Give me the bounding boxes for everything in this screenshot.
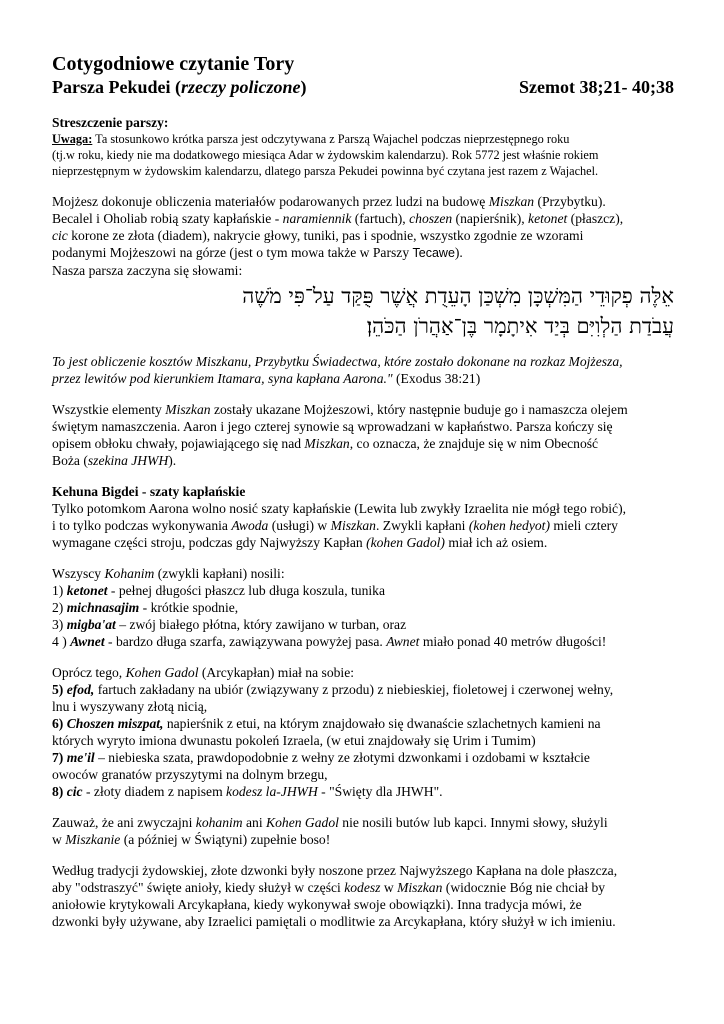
item-term: cic (66, 784, 83, 799)
intro-text: Mojżesz dokonuje obliczenia materiałów podarowanych przez ludzi na budowę (52, 194, 489, 209)
summary-note (52, 131, 674, 179)
para-text: Wszystkie elementy (52, 402, 166, 417)
parsha-name (52, 76, 306, 98)
para-term: Awoda (231, 518, 269, 533)
item-number: 5) (52, 682, 67, 697)
item-desc: - krótkie spodnie, (139, 600, 239, 615)
para-text: wymagane części stroju, podczas gdy Najwyższy Kapłan (52, 535, 367, 550)
para-term: kodesz (344, 880, 381, 895)
list-item (52, 616, 674, 633)
para-term: (kohen hedyot) (468, 518, 550, 533)
intro-text: (płaszcz), (567, 211, 624, 226)
item-desc: - bardzo długa szarfa, zawiązywana powyżej pasa. (104, 634, 387, 649)
item-number: 3) (52, 617, 67, 632)
verse-reference: (Exodus 38:21) (392, 371, 481, 386)
para-term: (kohen Gadol) (366, 535, 445, 550)
note-line-1: Ta stosunkowo krótka parsza jest odczytywana z Parszą Wajachel podczas nieprzestępnego roku (92, 132, 570, 146)
intro-text: Nasza parsza zaczyna się słowami: (52, 263, 243, 278)
translation-line-2: przez lewitów pod kierunkiem Itamara, syna kapłana Aarona." (52, 371, 393, 386)
para-text: Według tradycji żydowskiej, złote dzwonki były noszone przez Najwyższego Kapłana na dole płaszcza, (52, 863, 618, 878)
para-term: kohanim (195, 815, 243, 830)
list-item (52, 681, 674, 698)
hebrew-line-1: אֵלֶּה פְקוּדֵי הַמִּשְׁכָּן מִשְׁכַּן הָעֵדֻת אֲשֶׁר פֻּקַּד עַל־פִּי מֹשֶׁה (242, 284, 674, 308)
para-term: Kohen Gadol (125, 665, 199, 680)
list-item (52, 633, 674, 650)
parsha-prefix: Parsza Pekudei ( (52, 77, 181, 97)
item-desc: - złoty diadem z napisem (82, 784, 227, 799)
para-text: zostały ukazane Mojżeszowi, który następnie buduje go i namaszcza olejem (210, 402, 628, 417)
item-number: 7) (52, 750, 67, 765)
para-text: nie nosili butów lub kapci. Innymi słowy, służyli (338, 815, 608, 830)
intro-text: podanymi Mojżeszowi na górze (jest o tym mowa także w Parszy (52, 245, 413, 260)
para-text: Boża ( (52, 453, 88, 468)
list-item (52, 783, 674, 800)
page-title: Cotygodniowe czytanie Tory (52, 53, 295, 75)
para-text: ). (168, 453, 177, 468)
parsha-meaning: rzeczy policzone (180, 77, 301, 97)
item-desc: miało ponad 40 metrów długości! (419, 634, 607, 649)
intro-term: cic (52, 228, 68, 243)
item-term: Choszen miszpat, (66, 716, 164, 731)
note-label: Uwaga: (52, 132, 93, 146)
item-number: 2) (52, 600, 67, 615)
hebrew-line-2: עֲבֹדַת הַלְוִיִּם בְּיַד אִיתָמָר בֶּן־אַהֲרֹן הַכֹּהֵן׃ (366, 314, 674, 338)
item-desc: owoców granatów przyszytymi na dolnym brzegu, (52, 767, 328, 782)
para-text: Zauważ, że ani zwyczajni (52, 815, 196, 830)
item-term: Awnet (386, 634, 420, 649)
intro-text: (Przybytku). (534, 194, 606, 209)
item-desc: napierśnik z etui, na którym znajdowało się dwanaście szlachetnych kamieni na (163, 716, 601, 731)
para-text: ani (242, 815, 267, 830)
para-term: Miszkan (304, 436, 350, 451)
para-term: szekina JHWH (87, 453, 169, 468)
high-priest-garments-list (52, 664, 674, 800)
para-term: Miszkan (397, 880, 443, 895)
document-page (52, 52, 674, 930)
translation-line-1: To jest obliczenie kosztów Miszkanu, Przybytku Świadectwa, które zostało dokonane na rozkaz Mojżesza, (52, 354, 623, 369)
para-term: Miszkan (330, 518, 376, 533)
item-number: 4 ) (52, 634, 71, 649)
kehuna-section (52, 483, 674, 551)
intro-text: korone ze złota (diadem), nakrycie głowy, tuniki, pas i spodnie, wszystko zgodnie ze wzorami (67, 228, 584, 243)
para-text: Wszyscy (52, 566, 105, 581)
note-line-3: nieprzestępnym w żydowskim kalendarzu, dlatego parsza Pekudei powinna być czytana jest razem z Wajachel. (52, 164, 599, 178)
item-desc: lnu i wyszywany złotą nicią, (52, 699, 208, 714)
intro-term: Miszkan (488, 194, 535, 209)
item-desc: - "Święty dla JHWH". (317, 784, 443, 799)
para-text: opisem obłoku chwały, pojawiającego się nad (52, 436, 305, 451)
note-line-2: (tj.w roku, kiedy nie ma dodatkowego miesiąca Adar w żydowskim kalendarzu). Rok 5772 jest właśnie rokiem (52, 148, 599, 162)
bells-paragraph (52, 862, 674, 930)
shoes-paragraph (52, 814, 674, 848)
intro-paragraph (52, 193, 674, 279)
elements-paragraph (52, 401, 674, 469)
para-text: . Zwykli kapłani (375, 518, 469, 533)
list-item (52, 749, 674, 766)
item-term: kodesz la-JHWH (226, 784, 318, 799)
intro-term: Tecawe (412, 246, 455, 260)
para-text: (Arcykapłan) miał na sobie: (198, 665, 355, 680)
para-text: , co oznacza, że znajduje się w nim Obecność (349, 436, 599, 451)
parsha-suffix: ) (300, 77, 307, 97)
list-item (52, 582, 674, 599)
intro-text: Becalel i Oholiab robią szaty kapłańskie - (52, 211, 283, 226)
intro-text: (napierśnik), (452, 211, 529, 226)
list-item (52, 715, 674, 732)
item-term: ketonet (66, 583, 108, 598)
para-text: aniołowie krytykowali Arcykapłana, kiedy wykonywał swoje obowiązki). Inna tradycja mówi, że (52, 897, 582, 912)
para-text: w (52, 832, 66, 847)
hebrew-verse (52, 281, 674, 341)
item-desc: których wyryto imiona dwunastu pokoleń Izraela, (w etui znajdowały się Urim i Tumim) (52, 733, 536, 748)
item-term: michnasajim (66, 600, 140, 615)
para-term: Miszkan (165, 402, 211, 417)
para-text: mieli cztery (550, 518, 618, 533)
item-number: 1) (52, 583, 67, 598)
para-text: dzwonki były używane, aby Izraelici pamiętali o modlitwie za Arcykapłana, który służył w ich imieniu. (52, 914, 616, 929)
section-heading: Kehuna Bigdei - szaty kapłańskie (52, 484, 246, 499)
item-desc: – niebieska szata, prawdopodobnie z wełny ze złotymi dzwonkami i ozdobami w kształcie (94, 750, 590, 765)
para-text: miał ich aż osiem. (444, 535, 548, 550)
item-desc: - pełnej długości płaszcz lub długa koszula, tunika (107, 583, 385, 598)
item-term: me'il (66, 750, 95, 765)
para-text: (usługi) w (268, 518, 331, 533)
translation-paragraph (52, 353, 674, 387)
intro-term: naramiennik (282, 211, 352, 226)
torah-reference: Szemot 38;21- 40;38 (519, 77, 674, 97)
intro-text: (fartuch), (351, 211, 410, 226)
item-desc: – zwój białego płótna, który zawijano w turban, oraz (115, 617, 407, 632)
para-term: Kohanim (104, 566, 155, 581)
intro-text: ). (454, 245, 463, 260)
item-term: efod, (66, 682, 95, 697)
para-term: Kohen Gadol (266, 815, 339, 830)
intro-term: ketonet (528, 211, 568, 226)
para-text: (a później w Świątyni) zupełnie boso! (120, 832, 331, 847)
item-desc: fartuch zakładany na ubiór (związywany z przodu) z niebieskiej, fioletowej i czerwonej wełny, (94, 682, 614, 697)
para-text: i to tylko podczas wykonywania (52, 518, 232, 533)
para-text: aby "odstraszyć" święte anioły, kiedy służył w części (52, 880, 345, 895)
para-text: (widocznie Bóg nie chciał by (442, 880, 606, 895)
para-text: w (380, 880, 398, 895)
intro-term: choszen (409, 211, 453, 226)
summary-heading: Streszczenie parszy: (52, 115, 169, 130)
item-number: 6) (52, 716, 67, 731)
para-text: Oprócz tego, (52, 665, 126, 680)
para-text: świętym namaszczenia. Aaron i jego czterej synowie są wprowadzani w kapłaństwo. Parsza kończy się (52, 419, 613, 434)
item-term: Awnet (70, 634, 105, 649)
item-term: migba'at (66, 617, 116, 632)
list-item (52, 599, 674, 616)
parsha-heading-row (52, 76, 674, 98)
item-number: 8) (52, 784, 67, 799)
common-garments-list (52, 565, 674, 650)
para-text: (zwykli kapłani) nosili: (154, 566, 285, 581)
para-term: Miszkanie (65, 832, 121, 847)
para-text: Tylko potomkom Aarona wolno nosić szaty kapłańskie (Lewita lub zwykły Izraelita nie mógł tego robić), (52, 501, 626, 516)
